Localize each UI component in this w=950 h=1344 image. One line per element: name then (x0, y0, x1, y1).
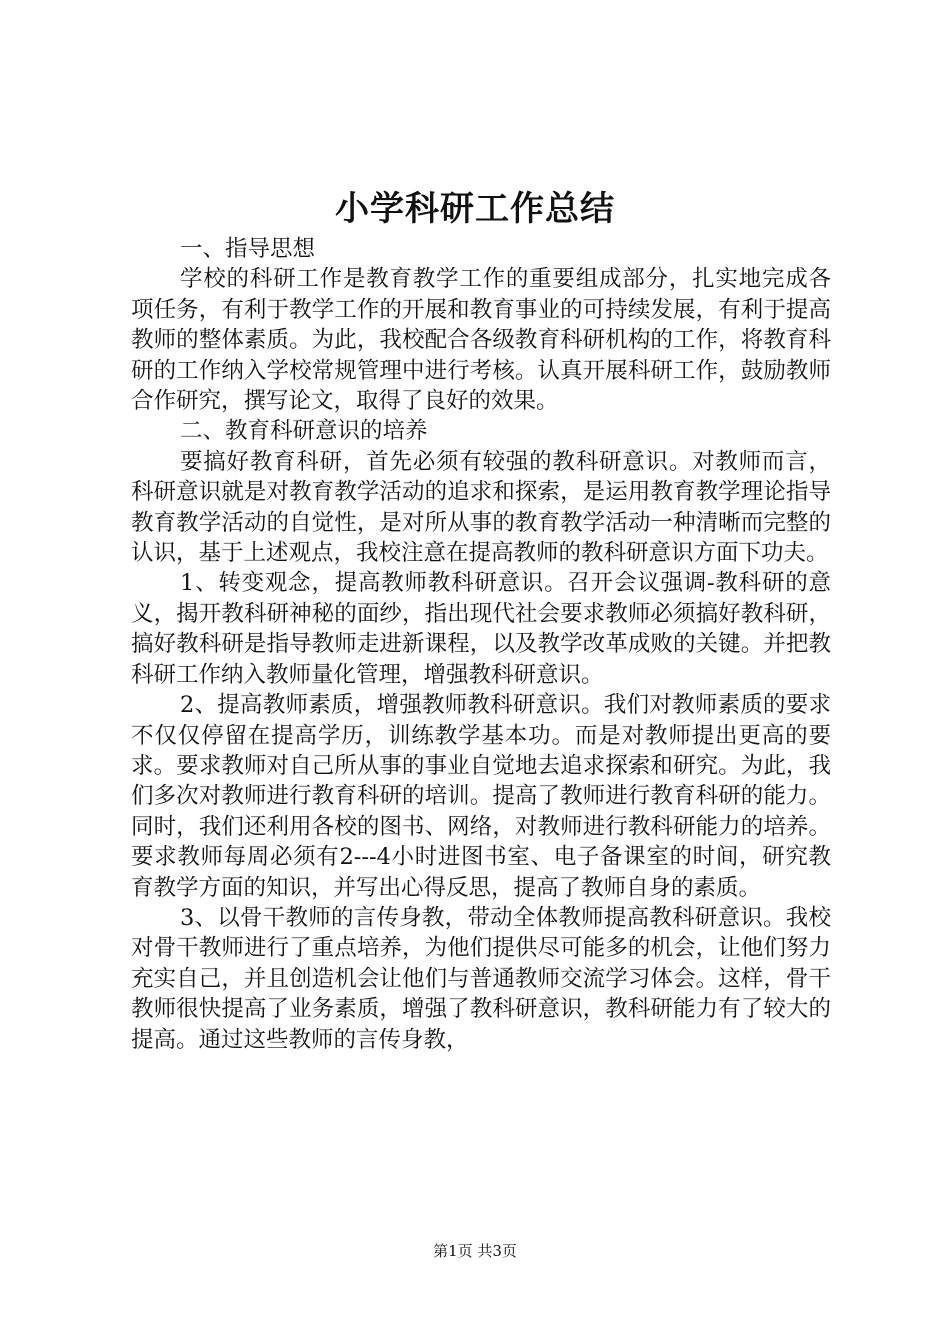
section-heading-research-awareness: 二、教育科研意识的培养 (180, 418, 428, 445)
section-heading-guiding-ideology: 一、指导思想 (180, 236, 316, 262)
page-title: 小学科研工作总结 (335, 189, 615, 229)
body-paragraph: 学校的科研工作是教育教学工作的重要组成部分，扎实地完成各项任务，有利于教学工作的开展和教育事业的可持续发展，有利于提高教师的整体素质。为此，我校配合各级教育科研机构的工作，将教育科研的工作纳入学校常规管理中进行考核。认真开展科研工作，鼓励教师合作研究，撰写论文，取得了良好的效果。 (131, 266, 831, 415)
body-paragraph-item-1: 1、转变观念，提高教师教科研意识。召开会议强调-教科研的意义，揭开教科研神秘的面纱，指出现代社会要求教师必须搞好教科研，搞好教科研是指导教师走进新课程，以及教学改革成败的关键。并把教科研工作纳入教师量化管理，增强教科研意识。 (131, 570, 831, 688)
body-paragraph-item-3: 3、以骨干教师的言传身教，带动全体教师提高教科研意识。我校对骨干教师进行了重点培养，为他们提供尽可能多的机会，让他们努力充实自己，并且创造机会让他们与普通教师交流学习体会。这样，骨干教师很快提高了业务素质，增强了教科研意识，教科研能力有了较大的提高。通过这些教师的言传身教， (131, 904, 831, 1053)
document-body (131, 234, 831, 1055)
body-paragraph: 要搞好教育科研，首先必须有较强的教科研意识。对教师而言，科研意识就是对教育教学活动的追求和探索，是运用教育教学理论指导教育教学活动的自觉性，是对所从事的教育教学活动一种清晰而完整的认识，基于上述观点，我校注意在提高教师的教科研意识方面下功夫。 (131, 448, 831, 567)
body-paragraph-item-2: 2、提高教师素质，增强教师教科研意识。我们对教师素质的要求不仅仅停留在提高学历，训练教学基本功。而是对教师提出更高的要求。要求教师对自己所从事的事业自觉地去追求探索和研究。为此，我们多次对教师进行教育科研的培训。提高了教师进行教育科研的能力。同时，我们还利用各校的图书、网络，对教师进行教科研能力的培养。要求教师每周必须有2---4小时进图书室、电子备课室的时间，研究教育教学方面的知识，并写出心得反思，提高了教师自身的素质。 (131, 692, 831, 901)
page-footer: 第1页 共3页 (433, 1242, 517, 1260)
